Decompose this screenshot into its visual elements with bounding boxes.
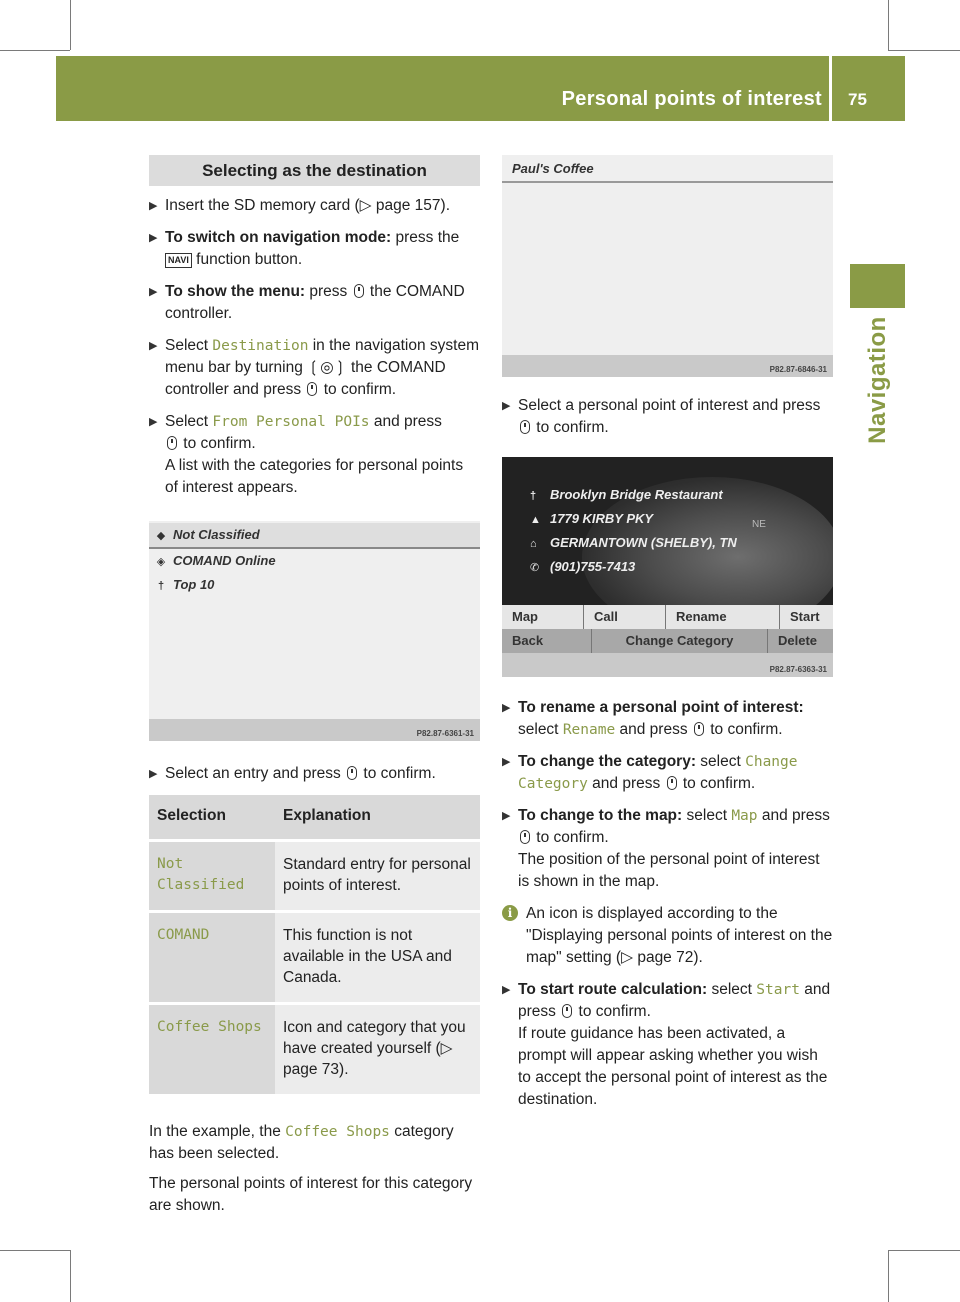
crop-mark [0, 50, 70, 51]
arrow-icon: ▶ [149, 768, 158, 780]
table-cell-selection: Coffee Shops [149, 1004, 275, 1096]
poi-category-row: ◆ Not Classified [149, 523, 480, 549]
table-cell-explanation: Icon and category that you have created yourself (▷ page 73). [275, 1004, 480, 1096]
menu-item-start[interactable]: Start [790, 609, 820, 624]
ui-text-map: Map [731, 808, 758, 824]
controller-press-icon [520, 830, 530, 844]
selection-table [149, 795, 480, 1097]
compass-label: NE [752, 519, 766, 530]
step-select-personal-pois: ▶ Select From Personal POIs and press to confirm. A list with the categories for personal points of interest appears. [149, 413, 464, 496]
crop-mark [888, 50, 960, 51]
controller-press-icon [694, 722, 704, 736]
table-row [149, 841, 480, 912]
header-separator [829, 56, 832, 121]
poi-category-icon: ◆ [156, 530, 166, 542]
table-header-row [149, 795, 480, 841]
left-column [149, 155, 480, 1225]
arrow-icon: ▶ [149, 232, 158, 244]
arrow-icon: ▶ [149, 286, 158, 298]
menu-item-back[interactable]: Back [502, 629, 592, 653]
screen-divider [502, 181, 833, 183]
table-row [149, 1004, 480, 1096]
menu-item-change-category[interactable]: Change Category [592, 629, 768, 653]
side-tab-label: Navigation [864, 316, 891, 444]
arrow-icon: ▶ [149, 200, 158, 212]
menu-item-rename[interactable]: Rename [666, 605, 780, 629]
section-heading: Selecting as the destination [149, 155, 480, 186]
side-tab [850, 264, 905, 308]
step-change-to-map: ▶ To change to the map: select Map and press to confirm. The position of the personal point of interest is shown in the map. [502, 807, 830, 890]
step-show-menu: ▶ To show the menu: press the COMAND controller. [149, 283, 465, 322]
poi-category-row: † Top 10 [149, 573, 480, 597]
menu-item-delete[interactable]: Delete [778, 633, 818, 648]
arrow-icon: ▶ [149, 340, 158, 352]
step-navigation-mode: ▶ To switch on navigation mode: press the NAVI function button. [149, 229, 460, 268]
table-header-explanation: Explanation [275, 795, 480, 841]
page-title: Personal points of interest [561, 88, 822, 110]
arrow-icon: ▶ [502, 984, 511, 996]
detail-line: ▲ 1779 KIRBY PKY [530, 511, 654, 526]
page-number: 75 [848, 90, 867, 109]
ui-text-from-personal-pois: From Personal POIs [212, 414, 370, 430]
crop-mark [888, 1250, 889, 1302]
controller-press-icon [562, 1004, 572, 1018]
ui-text-rename: Rename [562, 722, 616, 738]
crop-mark [70, 0, 71, 50]
info-note: i An icon is displayed according to the "Displaying personal points of interest on the map" setting (▷ page 72). [502, 903, 833, 969]
table-row [149, 912, 480, 1004]
controller-press-icon [667, 776, 677, 790]
table-cell-selection: COMAND [149, 912, 275, 1004]
ui-text-change-category: Change Category [518, 754, 798, 792]
screenshot-poi-details [502, 457, 833, 677]
step-insert-sd: ▶ Insert the SD memory card (▷ page 157). [149, 195, 480, 217]
navi-key-icon: NAVI [165, 253, 192, 268]
controller-press-icon [520, 420, 530, 434]
crop-mark [0, 1250, 70, 1251]
poi-category-row: ◈ COMAND Online [149, 549, 480, 573]
menu-bar-top [502, 605, 833, 629]
phone-icon: ✆ [530, 562, 540, 574]
detail-line: ✆ (901)755-7413 [530, 559, 636, 574]
step-select-destination: ▶ Select Destination in the navigation system menu bar by turning ❲◎❳ the COMAND controller and press to confirm. [149, 337, 480, 398]
figure-code: P82.87-6361-31 [416, 729, 474, 738]
screenshot-pauls-coffee [502, 155, 833, 377]
address-icon: ▲ [530, 514, 541, 526]
step-rename: ▶ To rename a personal point of interest: select Rename and press to confirm. [502, 699, 804, 738]
step-change-category: ▶ To change the category: select Change Category and press to confirm. [502, 753, 798, 792]
arrow-icon: ▶ [502, 702, 511, 714]
controller-turn-icon: ❲◎❳ [307, 359, 347, 376]
menu-item-call[interactable]: Call [584, 605, 666, 629]
right-column [502, 155, 833, 1121]
poi-category-icon: ◈ [156, 556, 166, 568]
figure-code: P82.87-6846-31 [769, 365, 827, 374]
arrow-icon: ▶ [502, 400, 511, 412]
poi-category-icon: † [157, 580, 165, 592]
table-cell-explanation: This function is not available in the USA and Canada. [275, 912, 480, 1004]
detail-line: † Brooklyn Bridge Restaurant [530, 487, 723, 502]
ui-text-start: Start [756, 982, 800, 998]
ui-text-coffee-shops: Coffee Shops [285, 1124, 390, 1140]
arrow-icon: ▶ [502, 756, 511, 768]
screen-title: Paul's Coffee [512, 161, 594, 176]
crop-mark [888, 1250, 960, 1251]
controller-press-icon [167, 436, 177, 450]
controller-press-icon [354, 284, 364, 298]
arrow-icon: ▶ [502, 810, 511, 822]
paragraph-example: In the example, the Coffee Shops category has been selected. [149, 1123, 454, 1162]
crop-mark [70, 1250, 71, 1302]
arrow-icon: ▶ [149, 416, 158, 428]
controller-press-icon [347, 766, 357, 780]
table-cell-selection: Not Classified [149, 841, 275, 912]
crop-mark [888, 0, 889, 50]
figure-code: P82.87-6363-31 [769, 665, 827, 674]
screenshot-poi-categories [149, 521, 480, 741]
menu-item-map[interactable]: Map [502, 605, 584, 629]
city-icon: ⌂ [530, 538, 537, 550]
step-select-entry: ▶ Select an entry and press to confirm. [149, 763, 480, 785]
ui-text-destination: Destination [212, 338, 309, 354]
menu-bar-bottom [502, 629, 833, 653]
paragraph-shown: The personal points of interest for this category are shown. [149, 1175, 473, 1214]
step-start-route: ▶ To start route calculation: select Start and press to confirm. If route guidance has been activated, a prompt will appear asking whether you wish to accept the personal point of interest as the destination. [502, 981, 831, 1108]
info-icon: i [502, 905, 518, 921]
poi-icon: † [530, 490, 537, 502]
detail-line: ⌂ GERMANTOWN (SHELBY), TN [530, 535, 737, 550]
controller-press-icon [307, 382, 317, 396]
table-cell-explanation: Standard entry for personal points of interest. [275, 841, 480, 912]
table-header-selection: Selection [149, 795, 275, 841]
step-select-poi: ▶ Select a personal point of interest and press to confirm. [502, 397, 821, 436]
